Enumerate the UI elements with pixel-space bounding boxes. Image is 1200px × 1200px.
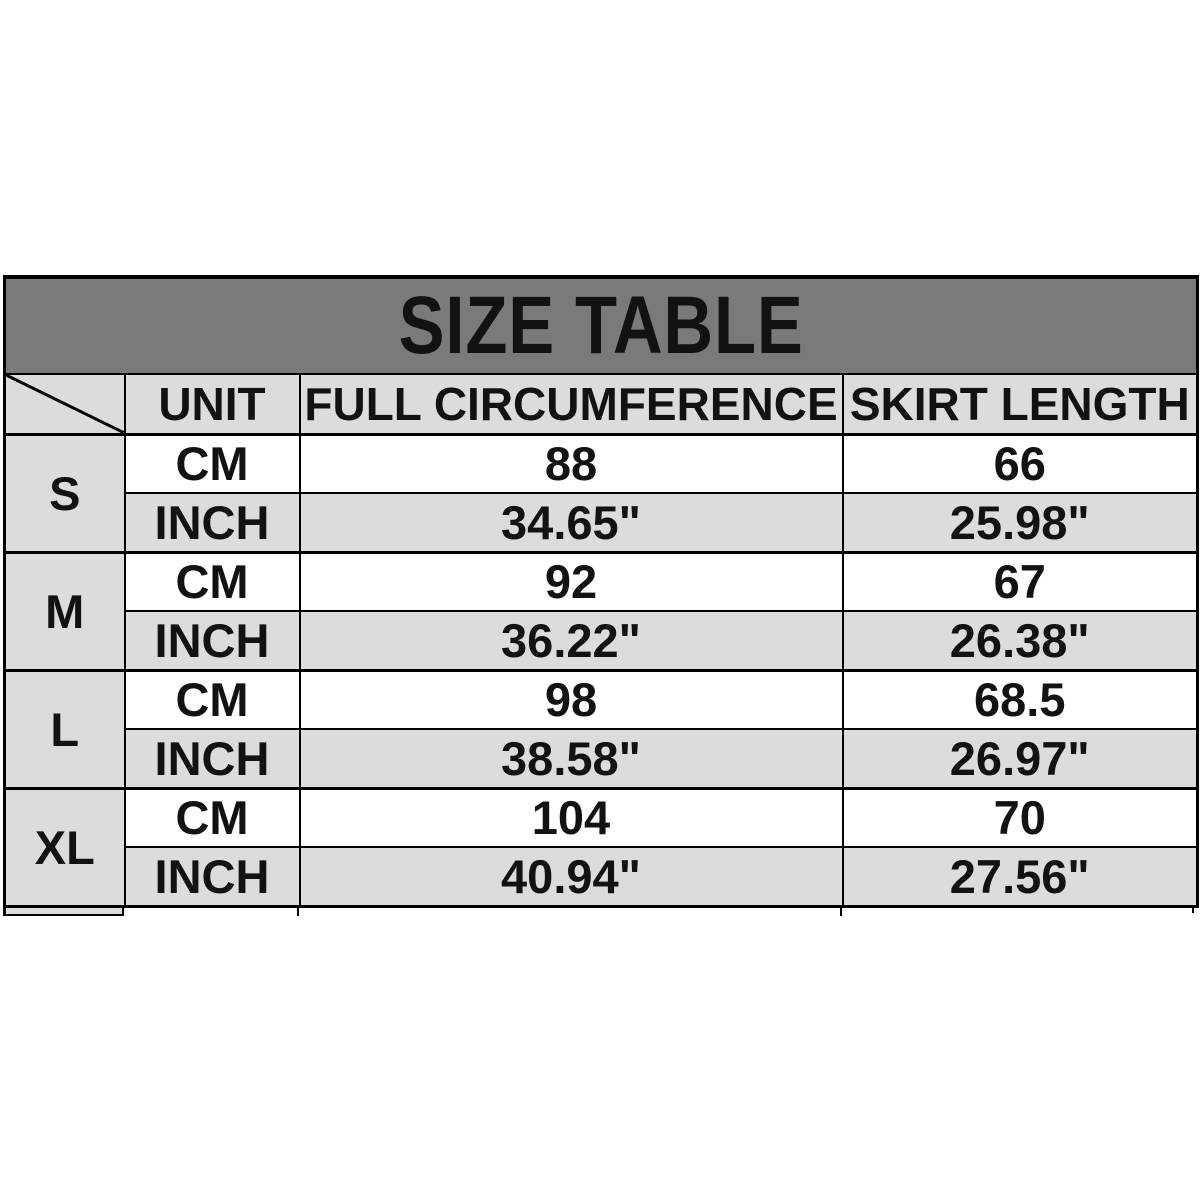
- row-xl-cm: [5, 788, 1198, 847]
- value-circumference: 88: [300, 434, 843, 493]
- size-label-s: S: [5, 434, 125, 552]
- unit-cell: INCH: [125, 729, 300, 788]
- row-m-inch: [5, 611, 1198, 670]
- unit-cell: INCH: [125, 493, 300, 552]
- value-circumference: 104: [300, 788, 843, 847]
- corner-cell: [5, 374, 125, 434]
- value-skirt-length: 26.97": [843, 729, 1198, 788]
- value-skirt-length: 26.38": [843, 611, 1198, 670]
- row-s-cm: [5, 434, 1198, 493]
- row-xl-inch: [5, 847, 1198, 906]
- value-circumference: 92: [300, 552, 843, 611]
- table-title-text: SIZE TABLE: [398, 280, 804, 371]
- value-skirt-length: 66: [843, 434, 1198, 493]
- value-circumference: 40.94": [300, 847, 843, 906]
- title-row: [5, 277, 1198, 374]
- table-title: [5, 277, 1198, 374]
- cut-off-gridline: [1192, 908, 1194, 913]
- unit-cell: CM: [125, 434, 300, 493]
- unit-cell: INCH: [125, 611, 300, 670]
- cut-off-next-row: [3, 908, 1196, 916]
- corner-diagonal-icon: [6, 375, 124, 433]
- row-m-cm: [5, 552, 1198, 611]
- value-skirt-length: 68.5: [843, 670, 1198, 729]
- value-circumference: 36.22": [300, 611, 843, 670]
- size-table: [3, 275, 1196, 916]
- row-s-inch: [5, 493, 1198, 552]
- cut-off-gridline: [122, 908, 124, 916]
- row-l-cm: [5, 670, 1198, 729]
- cut-off-gridline: [840, 908, 842, 916]
- value-skirt-length: 25.98": [843, 493, 1198, 552]
- row-l-inch: [5, 729, 1198, 788]
- value-circumference: 98: [300, 670, 843, 729]
- cut-off-gridline: [297, 908, 299, 916]
- header-unit: UNIT: [125, 374, 300, 434]
- unit-cell: INCH: [125, 847, 300, 906]
- value-skirt-length: 67: [843, 552, 1198, 611]
- header-full-circumference: FULL CIRCUMFERENCE: [300, 374, 843, 434]
- unit-cell: CM: [125, 552, 300, 611]
- size-table-grid: [3, 275, 1199, 908]
- value-circumference: 38.58": [300, 729, 843, 788]
- size-label-l: L: [5, 670, 125, 788]
- header-row: [5, 374, 1198, 434]
- value-skirt-length: 70: [843, 788, 1198, 847]
- header-skirt-length: SKIRT LENGTH: [843, 374, 1198, 434]
- size-label-xl: XL: [5, 788, 125, 906]
- value-circumference: 34.65": [300, 493, 843, 552]
- unit-cell: CM: [125, 670, 300, 729]
- unit-cell: CM: [125, 788, 300, 847]
- cut-off-size-cell: [3, 908, 124, 916]
- size-label-m: M: [5, 552, 125, 670]
- value-skirt-length: 27.56": [843, 847, 1198, 906]
